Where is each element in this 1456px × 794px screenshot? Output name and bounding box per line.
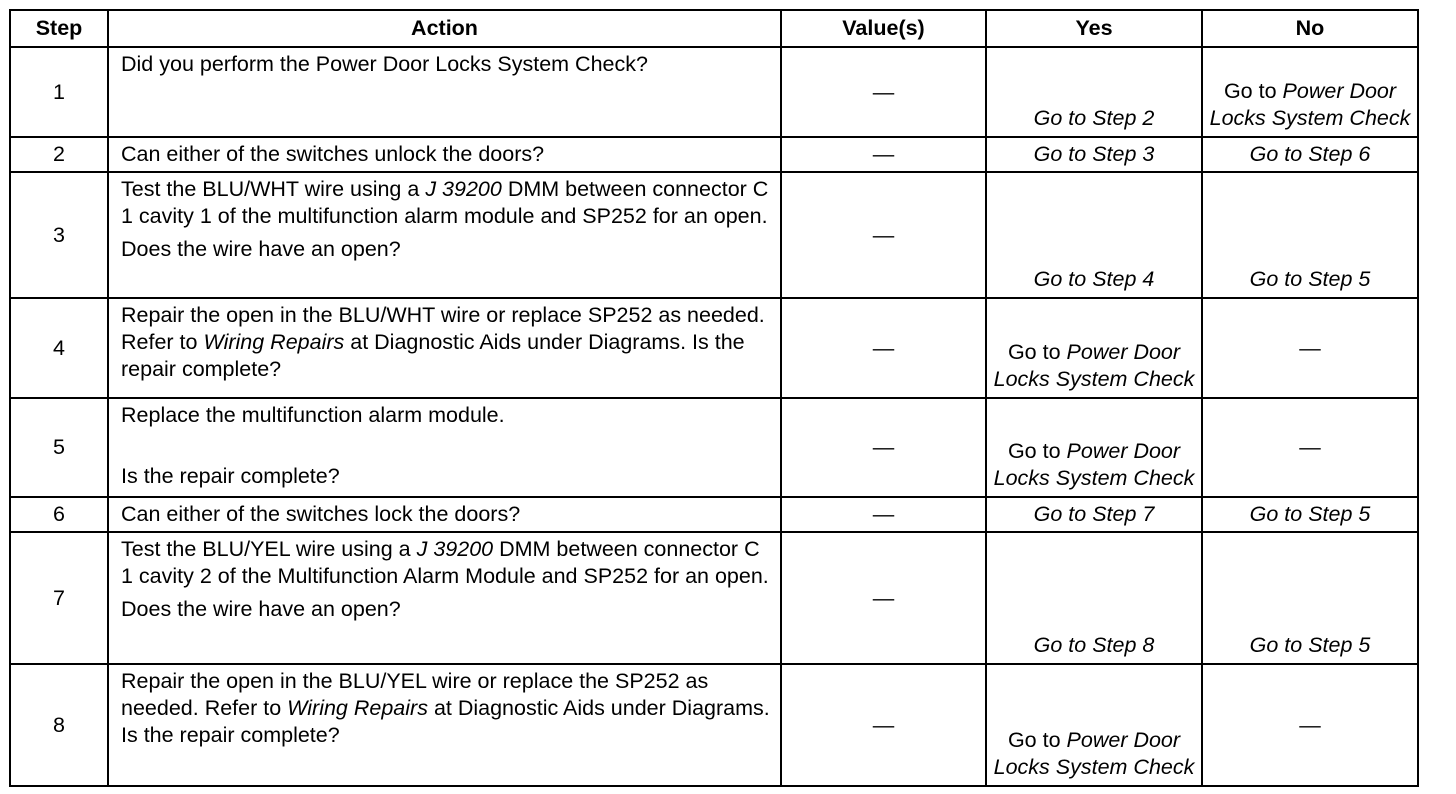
no-cell — [1202, 172, 1418, 298]
action-text: Can either of the switches unlock the doors? — [108, 137, 781, 172]
wiring-repairs-reference[interactable]: Wiring Repairs — [203, 330, 345, 354]
yes-link[interactable]: Go to Power Door Locks System Check — [993, 439, 1195, 490]
no-cell — [1202, 497, 1418, 532]
action-instruction: Replace the multifunction alarm module. — [121, 403, 505, 427]
action-question: Does the wire have an open? — [121, 237, 401, 261]
action-text — [108, 532, 781, 664]
tool-reference: J 39200 — [416, 537, 494, 561]
value-cell: — — [781, 398, 986, 497]
action-instruction: Test the BLU/WHT wire using a J 39200 DMM between connector C 1 cavity 1 of the multifunction alarm module and SP252 for an open. — [121, 177, 769, 228]
yes-cell — [986, 664, 1202, 786]
yes-cell — [986, 497, 1202, 532]
diagnostic-table — [9, 9, 1419, 787]
table-row — [10, 137, 1418, 172]
action-text: Can either of the switches lock the doors? — [108, 497, 781, 532]
step-number: 7 — [10, 532, 108, 664]
action-text: Repair the open in the BLU/WHT wire or replace SP252 as needed. Refer to Wiring Repairs at Diagnostic Aids under Diagrams. Is the repair complete? — [108, 298, 781, 398]
no-link[interactable]: Go to Step 5 — [1249, 633, 1371, 657]
step-number: 1 — [10, 47, 108, 137]
step-number: 4 — [10, 298, 108, 398]
value-cell: — — [781, 298, 986, 398]
table-row — [10, 398, 1418, 497]
action-text — [108, 172, 781, 298]
no-link[interactable]: Go to Step 5 — [1249, 502, 1371, 526]
yes-link[interactable]: Go to Step 4 — [1033, 267, 1155, 291]
action-question: Does the wire have an open? — [121, 597, 401, 621]
yes-cell — [986, 532, 1202, 664]
action-question: Is the repair complete? — [121, 464, 340, 488]
no-link[interactable]: Go to Step 6 — [1249, 142, 1371, 166]
tool-reference: J 39200 — [425, 177, 502, 201]
header-action: Action — [108, 10, 781, 47]
table-row — [10, 172, 1418, 298]
no-cell: — — [1202, 398, 1418, 497]
action-text — [108, 664, 781, 786]
yes-cell — [986, 298, 1202, 398]
action-text: Did you perform the Power Door Locks System Check? — [108, 47, 781, 137]
value-cell: — — [781, 532, 986, 664]
no-link[interactable]: Go to Step 5 — [1249, 267, 1371, 291]
yes-link[interactable]: Go to Power Door Locks System Check — [993, 728, 1195, 779]
yes-link[interactable]: Go to Step 3 — [1033, 142, 1155, 166]
step-number: 2 — [10, 137, 108, 172]
action-question: Is the repair complete? — [121, 723, 340, 747]
no-cell — [1202, 47, 1418, 137]
yes-cell — [986, 172, 1202, 298]
value-cell: — — [781, 137, 986, 172]
value-cell: — — [781, 497, 986, 532]
no-cell — [1202, 532, 1418, 664]
table-row — [10, 497, 1418, 532]
value-cell: — — [781, 47, 986, 137]
yes-cell — [986, 47, 1202, 137]
yes-link[interactable]: Go to Power Door Locks System Check — [993, 340, 1195, 391]
yes-link[interactable]: Go to Step 7 — [1033, 502, 1155, 526]
yes-cell — [986, 137, 1202, 172]
table-row — [10, 664, 1418, 786]
table-row — [10, 532, 1418, 664]
action-instruction: Test the BLU/YEL wire using a J 39200 DMM between connector C 1 cavity 2 of the Multifunction Alarm Module and SP252 for an open. — [121, 537, 769, 588]
yes-link[interactable]: Go to Step 2 — [1033, 106, 1155, 130]
no-cell: — — [1202, 664, 1418, 786]
no-cell: — — [1202, 298, 1418, 398]
wiring-repairs-reference[interactable]: Wiring Repairs — [287, 696, 428, 720]
header-yes: Yes — [986, 10, 1202, 47]
header-values: Value(s) — [781, 10, 986, 47]
table-row — [10, 298, 1418, 398]
header-no: No — [1202, 10, 1418, 47]
yes-link[interactable]: Go to Step 8 — [1033, 633, 1155, 657]
action-text — [108, 398, 781, 497]
step-number: 3 — [10, 172, 108, 298]
step-number: 6 — [10, 497, 108, 532]
header-step: Step — [10, 10, 108, 47]
table-row — [10, 47, 1418, 137]
value-cell: — — [781, 664, 986, 786]
no-cell — [1202, 137, 1418, 172]
step-number: 8 — [10, 664, 108, 786]
value-cell: — — [781, 172, 986, 298]
step-number: 5 — [10, 398, 108, 497]
no-link[interactable]: Go to Power Door Locks System Check — [1209, 79, 1411, 130]
header-row — [10, 10, 1418, 47]
action-instruction: Repair the open in the BLU/YEL wire or replace the SP252 as needed. Refer to Wiring Repairs at Diagnostic Aids under Diagrams. — [121, 669, 770, 720]
yes-cell — [986, 398, 1202, 497]
